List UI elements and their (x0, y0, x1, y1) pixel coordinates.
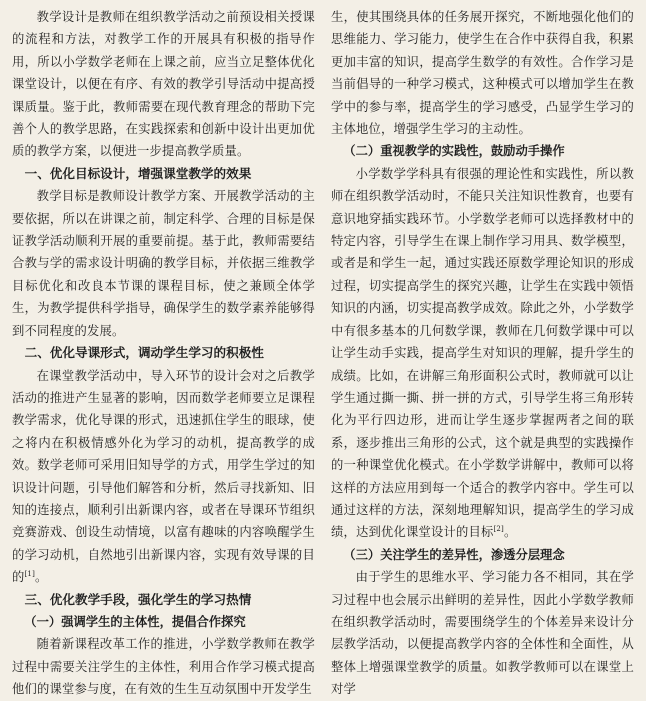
subsection-heading-3-3: （三）关注学生的差异性，渗透分层理念 (343, 546, 565, 562)
intro-paragraph: 教学设计是教师在组织教学活动之前预设相关授课的流程和方法，对教学工作的开展具有积极的指导作用，所以小学数学老师在上课之前，应当立足整体优化课堂设计，以便在有序、有效的教学引导活动中提高授课质量。鉴于此，教师需要在现代教育理念的帮助下完善个人的教学思路，在实践探索和创新中设计出更加优质的教学方案，以便进一步提高教学质量。 (12, 10, 315, 159)
section-2-end: 。 (35, 570, 48, 585)
subsection-3-2-end: 。 (503, 525, 517, 540)
section-heading-3: 三、优化教学手段，强化学生的学习热情 (24, 591, 252, 607)
subsection-3-2-paragraph (331, 163, 634, 544)
subsection-3-1-paragraph: 随着新课程改革工作的推进，小学数学教师在教学过程中需要关注学生的主体性，利用合作学习模式提高他们的课堂参与度，在有效的生生互动氛围中开发学生 (12, 637, 315, 697)
subsection-heading-3-1: （一）强调学生的主体性，提倡合作探究 (24, 613, 246, 629)
subsection-3-2-text: 小学数学学科具有很强的理论性和实践性，所以教师在组织教学活动时，不能只关注知识性教育，也要有意识地穿插实践环节。小学数学老师可以选择教材中的特定内容，引导学生在课上制作学习用具、数学模型，或者是和学生一起，通过实践还原数学理论知识的形成过程，切实提高学生的探究兴趣，让学生在实践中领悟知识的内涵，切实提高教学成效。除此之外，小学数学中有很多基本的几何数学课，教师在几何数学课中可以让学生动手实践，提高学生对知识的理解，提升学生的成绩。比如，在讲解三角形面积公式时，教师就可以让学生通过撕一撕、拼一拼的方式，引导学生将三角形转化为平行四边形，进而让学生逐步掌握两者之间的联系，逐步推出三角形的公式，这个就是典型的实践操作的一种课堂优化模式。在小学数学讲解中，教师可以将这样的方法应用到每一个适合的教学内容中。学生可以通过这样的方法，深刻地理解知识，提高学生的学习成绩，达到优化课堂设计的目标 (331, 166, 634, 540)
section-heading-1: 一、优化目标设计，增强课堂教学的效果 (24, 165, 252, 181)
section-2-text: 在课堂教学活动中，导入环节的设计会对之后教学活动的推进产生显著的影响，因而数学老师要立足课程教学需求，优化导课的形式，迅速抓住学生的眼球，使之将内在积极情感外化为学习的动机，提高教学的成效。数学老师可采用旧知导学的方式，用学生学过的知识设计问题，引导他们解答和分析，然后寻找新知、旧知的连接点，顺利引出新课内容，或者在导课环节组织竞赛游戏、创设生动情境，以富有趣味的内容唤醒学生的学习动机，自然地引出新课内容，实现有效导课的目的 (12, 368, 315, 585)
section-heading-2: 二、优化导课形式，调动学生学习的积极性 (24, 345, 264, 361)
subsection-heading-3-2: （二）重视教学的实践性，鼓励动手操作 (343, 143, 565, 159)
continued-paragraph: 生，使其围绕具体的任务展开探究，不断地强化他们的思维能力、学习能力，使学生在合作中获得自我，积累更加丰富的知识，提高学生数学的有效性。合作学习是当前倡导的一种学习模式，这种模式可以增加学生在教学中的参与率，提高学生的学习感受，凸显学生学习的主体地位，增强学生学习的主动性。 (331, 10, 634, 137)
citation-ref-2: [2] (493, 525, 504, 534)
citation-ref-1: [1] (24, 570, 36, 579)
left-column (12, 6, 315, 697)
section-1-paragraph: 教学目标是教师设计教学方案、开展教学活动的主要依据，所以在讲课之前，制定科学、合理的目标是保证教学活动顺利开展的重要前提。基于此，教师需要结合教与学的需求设计明确的教学目标，并依据三维教学目标优化和改良本节课的课程目标，使之兼顾全体学生，为教学提供科学指导，确保学生的数学素养能够得到不同程度的发展。 (12, 189, 315, 338)
right-column (331, 6, 634, 697)
subsection-3-3-paragraph: 由于学生的思维水平、学习能力各不相同，其在学习过程中也会展示出鲜明的差异性，因此小学数学教师在组织教学活动时，需要围绕学生的个体差异来设计分层教学活动，以便提高教学内容的全体性和全面性，从整体上增强课堂教学的质量。如教学教师可以在课堂上对学 (331, 570, 634, 697)
section-2-paragraph (12, 365, 315, 589)
